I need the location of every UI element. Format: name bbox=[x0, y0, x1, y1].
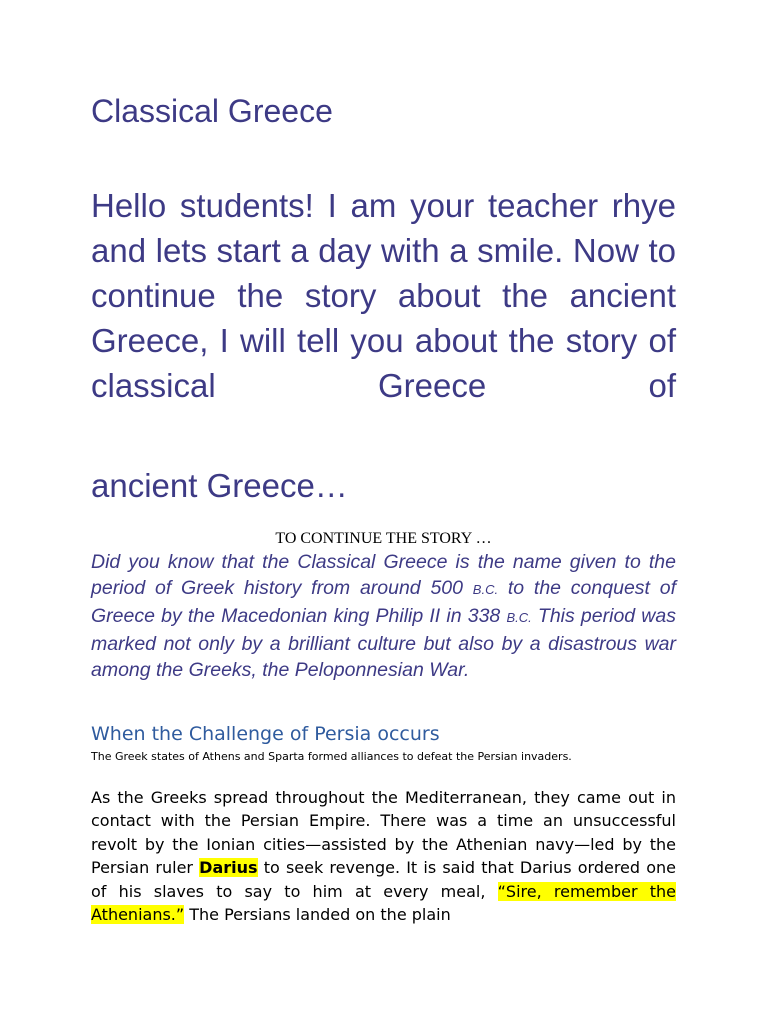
body-text: As the Greeks spread throughout the Mediterranean, they came out in contact with the Persian Empire. There was a time an unsuccessful revolt by the Ionian cities—assisted by the Athenian navy—led by the Persian ruler bbox=[91, 788, 676, 878]
section-heading: When the Challenge of Persia occurs bbox=[91, 723, 440, 745]
did-you-know-text: Did you know that the Classical Greece is the name given to the period of Greek history from around 500 bbox=[91, 551, 676, 599]
did-you-know-text: This period was marked not only by a brilliant culture but also by a disastrous war among the Greeks, the Peloponnesian War. bbox=[91, 605, 676, 681]
intro-paragraph: Hello students! I am your teacher rhye and lets start a day with a smile. Now to continue the story about the ancient Greece, I will tell you about the story of classical Greece of bbox=[91, 187, 676, 404]
bc-marker: B.C. bbox=[472, 582, 499, 597]
highlighted-name: Darius bbox=[199, 858, 258, 878]
body-text: The Persians landed on the plain bbox=[184, 905, 451, 925]
body-text: to seek revenge. It is said that Darius ordered one of his slaves to say to him at every meal, bbox=[91, 858, 676, 901]
did-you-know-text: to the conquest of Greece by the Macedonian king Philip II in 338 bbox=[91, 577, 677, 627]
document-title: Classical Greece bbox=[91, 93, 333, 129]
continue-heading: TO CONTINUE THE STORY … bbox=[275, 530, 492, 547]
bc-marker: B.C. bbox=[506, 610, 532, 625]
body-paragraph bbox=[91, 786, 676, 926]
highlighted-quote: “Sire, remember the Athenians.” bbox=[91, 881, 677, 925]
intro-tail: ancient Greece… bbox=[91, 467, 348, 504]
section-caption: The Greek states of Athens and Sparta formed alliances to defeat the Persian invaders. bbox=[91, 750, 572, 763]
did-you-know-paragraph bbox=[91, 549, 676, 683]
